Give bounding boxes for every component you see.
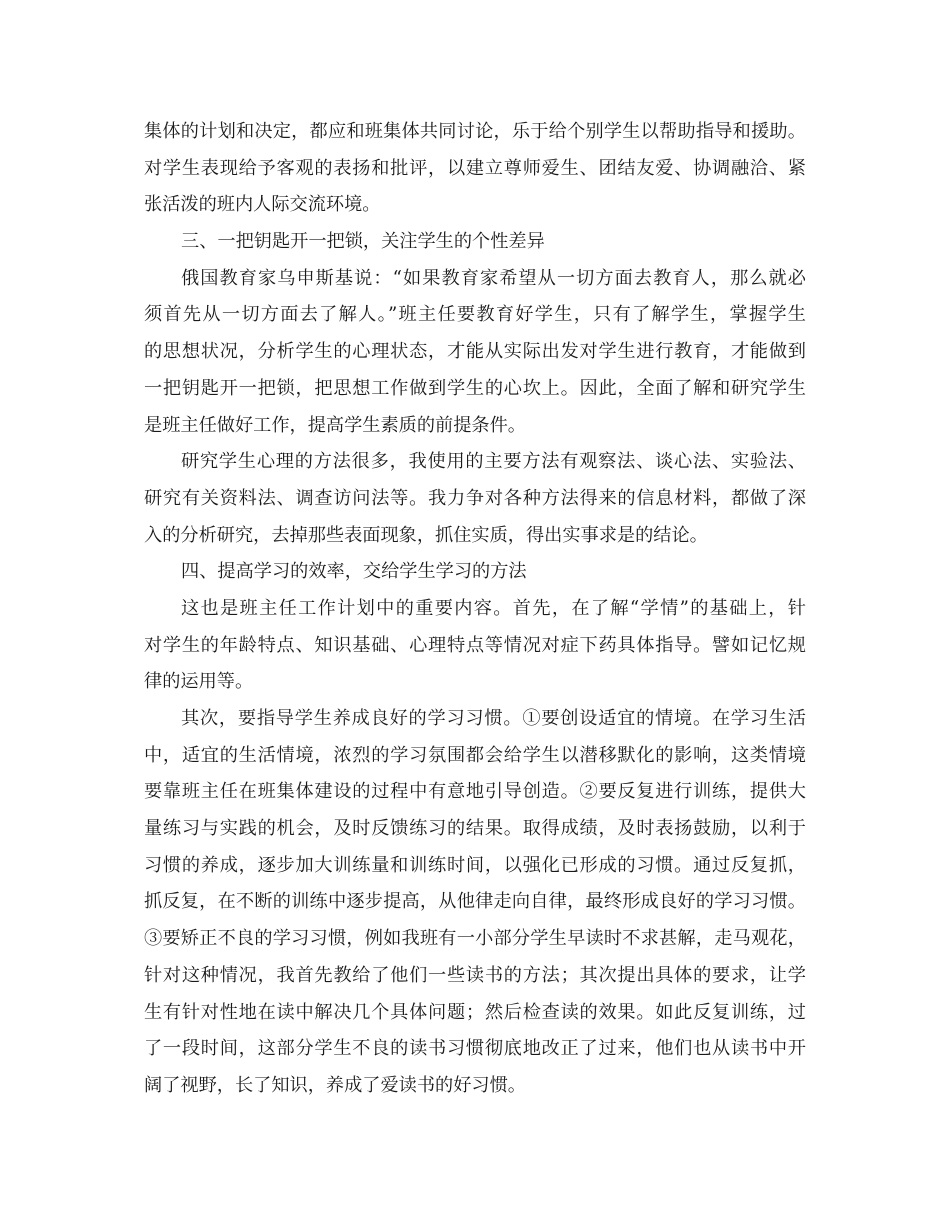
text-line: 要靠班主任在班集体建设的过程中有意地引导创造。②要反复进行训练，提供大	[144, 781, 806, 803]
document-body	[144, 114, 806, 1105]
text-line: 的思想状况，分析学生的心理状态，才能从实际出发对学生进行教育，才能做到	[144, 341, 806, 363]
text-line: 习惯的养成，逐步加大训练量和训练时间，以强化已形成的习惯。通过反复抓，	[144, 854, 806, 876]
text-line: 这也是班主任工作计划中的重要内容。首先，在了解“学情”的基础上，针	[181, 597, 806, 619]
text-line: 其次，要指导学生养成良好的学习习惯。①要创设适宜的情境。在学习生活	[181, 708, 806, 729]
text-line: 律的运用等。	[144, 671, 254, 693]
text-line: ③要矫正不良的学习习惯，例如我班有一小部分学生早读时不求甚解，走马观花，	[144, 928, 806, 950]
text-line: 了一段时间，这部分学生不良的读书习惯彻底地改正了过来，他们也从读书中开	[144, 1038, 806, 1060]
text-line: 中，适宜的生活情境，浓烈的学习氛围都会给学生以潜移默化的影响，这类情境	[144, 744, 806, 766]
text-line: 针对这种情况，我首先教给了他们一些读书的方法；其次提出具体的要求，让学	[144, 964, 806, 986]
text-line: 是班主任做好工作，提高学生素质的前提条件。	[144, 414, 526, 436]
text-line: 入的分析研究，去掉那些表面现象，抓住实质，得出实事求是的结论。	[144, 524, 708, 546]
text-line: 一把钥匙开一把锁，把思想工作做到学生的心坎上。因此，全面了解和研究学生	[144, 377, 806, 399]
text-line: 对学生表现给予客观的表扬和批评，以建立尊师爱生、团结友爱、协调融洽、紧	[144, 157, 806, 179]
text-line: 研究学生心理的方法很多，我使用的主要方法有观察法、谈心法、实验法、	[181, 451, 806, 473]
text-line: 研究有关资料法、调查访问法等。我力争对各种方法得来的信息材料，都做了深	[144, 487, 806, 509]
text-line: 俄国教育家乌申斯基说：“如果教育家希望从一切方面去教育人，那么就必	[181, 267, 806, 289]
text-line: 张活泼的班内人际交流环境。	[144, 194, 381, 216]
text-line: 抓反复，在不断的训练中逐步提高，从他律走向自律，最终形成良好的学习习惯。	[144, 891, 806, 913]
section-heading: 三、一把钥匙开一把锁，关注学生的个性差异	[181, 231, 545, 253]
section-heading: 四、提高学习的效率，交给学生学习的方法	[181, 561, 527, 583]
text-line: 阔了视野，长了知识，养成了爱读书的好习惯。	[144, 1074, 526, 1096]
text-line: 生有针对性地在读中解决几个具体问题；然后检查读的效果。如此反复训练，过	[144, 1001, 806, 1023]
text-line: 须首先从一切方面去了解人。”班主任要教育好学生，只有了解学生，掌握学生	[144, 304, 806, 326]
text-line: 量练习与实践的机会，及时反馈练习的结果。取得成绩，及时表扬鼓励，以利于	[144, 818, 806, 840]
text-line: 对学生的年龄特点、知识基础、心理特点等情况对症下药具体指导。譬如记忆规	[144, 634, 806, 656]
text-line: 集体的计划和决定，都应和班集体共同讨论，乐于给个别学生以帮助指导和援助。	[144, 121, 806, 142]
